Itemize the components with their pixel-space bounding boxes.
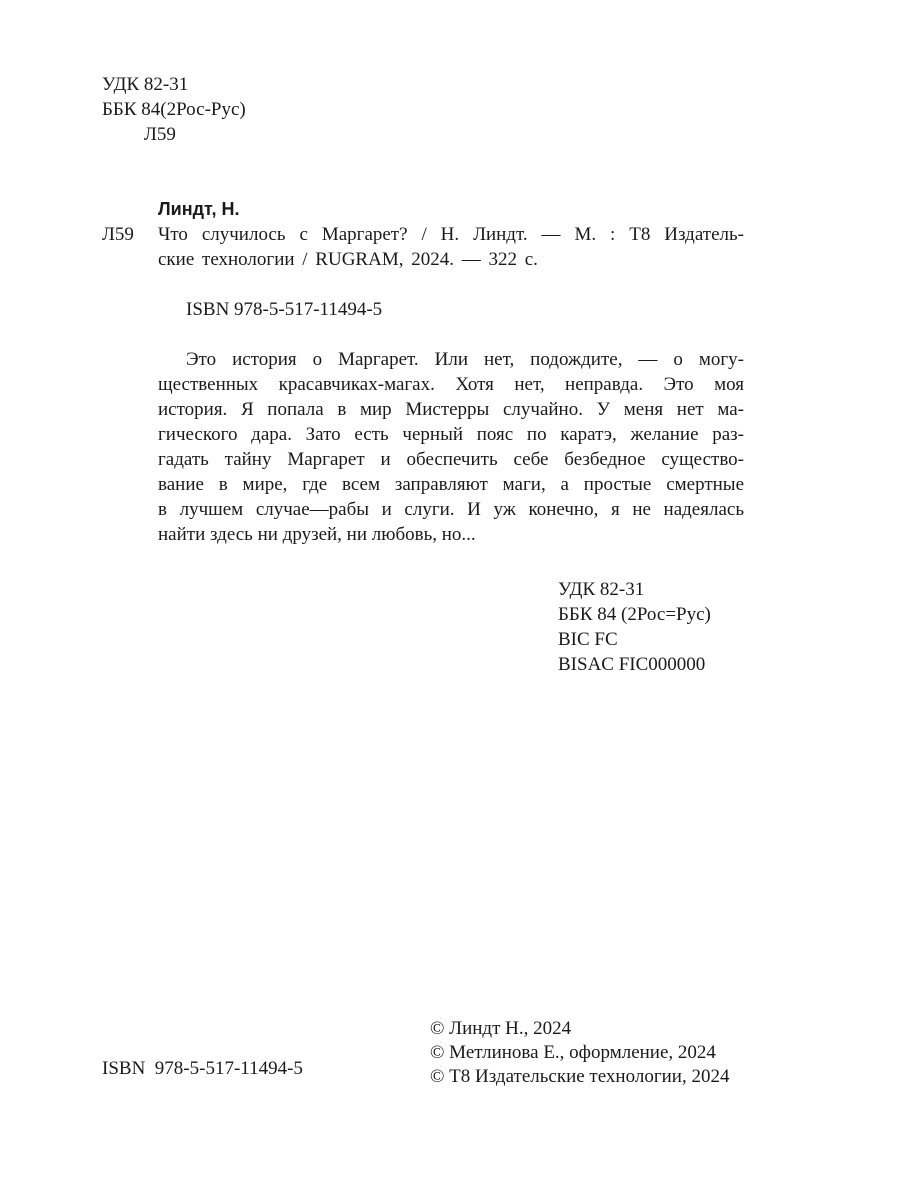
isbn-record: ISBN 978-5-517-11494-5	[186, 299, 383, 320]
annotation-line: Это история о Маргарет. Или нет, подождите, — о могу-	[186, 349, 744, 370]
bbk-top: ББК 84(2Рос-Рус)	[102, 99, 246, 120]
annotation-line: история. Я попала в мир Мистерры случайно. У меня нет ма-	[158, 399, 744, 420]
bbk-bottom: ББК 84 (2Рос=Рус)	[558, 604, 711, 625]
author-mark: Л59	[102, 224, 134, 245]
annotation-line: найти здесь ни друзей, ни любовь, но...	[158, 524, 476, 545]
author-mark-top: Л59	[144, 124, 176, 145]
copyright-publisher: © Т8 Издательские технологии, 2024	[430, 1066, 730, 1087]
annotation-line: в лучшем случае—рабы и слуги. И уж конечно, я не надеялась	[158, 499, 744, 520]
description-line-2: ские технологии / RUGRAM, 2024. — 322 с.	[158, 249, 538, 270]
udk-top: УДК 82-31	[102, 74, 189, 95]
annotation-line: щественных красавчиках-магах. Хотя нет, неправда. Это моя	[158, 374, 744, 395]
description-line-1: Что случилось с Маргарет? / Н. Линдт. — М. : Т8 Издатель-	[158, 224, 744, 245]
bisac-code: BISAC FIC000000	[558, 654, 706, 675]
udk-bottom: УДК 82-31	[558, 579, 645, 600]
bic-code: BIC FC	[558, 629, 618, 650]
copyright-design: © Метлинова Е., оформление, 2024	[430, 1042, 716, 1063]
annotation-line: гического дара. Зато есть черный пояс по каратэ, желание раз-	[158, 424, 744, 445]
author-name: Линдт, Н.	[158, 199, 240, 219]
copyright-author: © Линдт Н., 2024	[430, 1018, 572, 1039]
annotation-line: вание в мире, где всем заправляют маги, а простые смертные	[158, 474, 744, 495]
annotation-line: гадать тайну Маргарет и обеспечить себе безбедное существо-	[158, 449, 744, 470]
isbn-footer: ISBN 978-5-517-11494-5	[102, 1058, 303, 1079]
